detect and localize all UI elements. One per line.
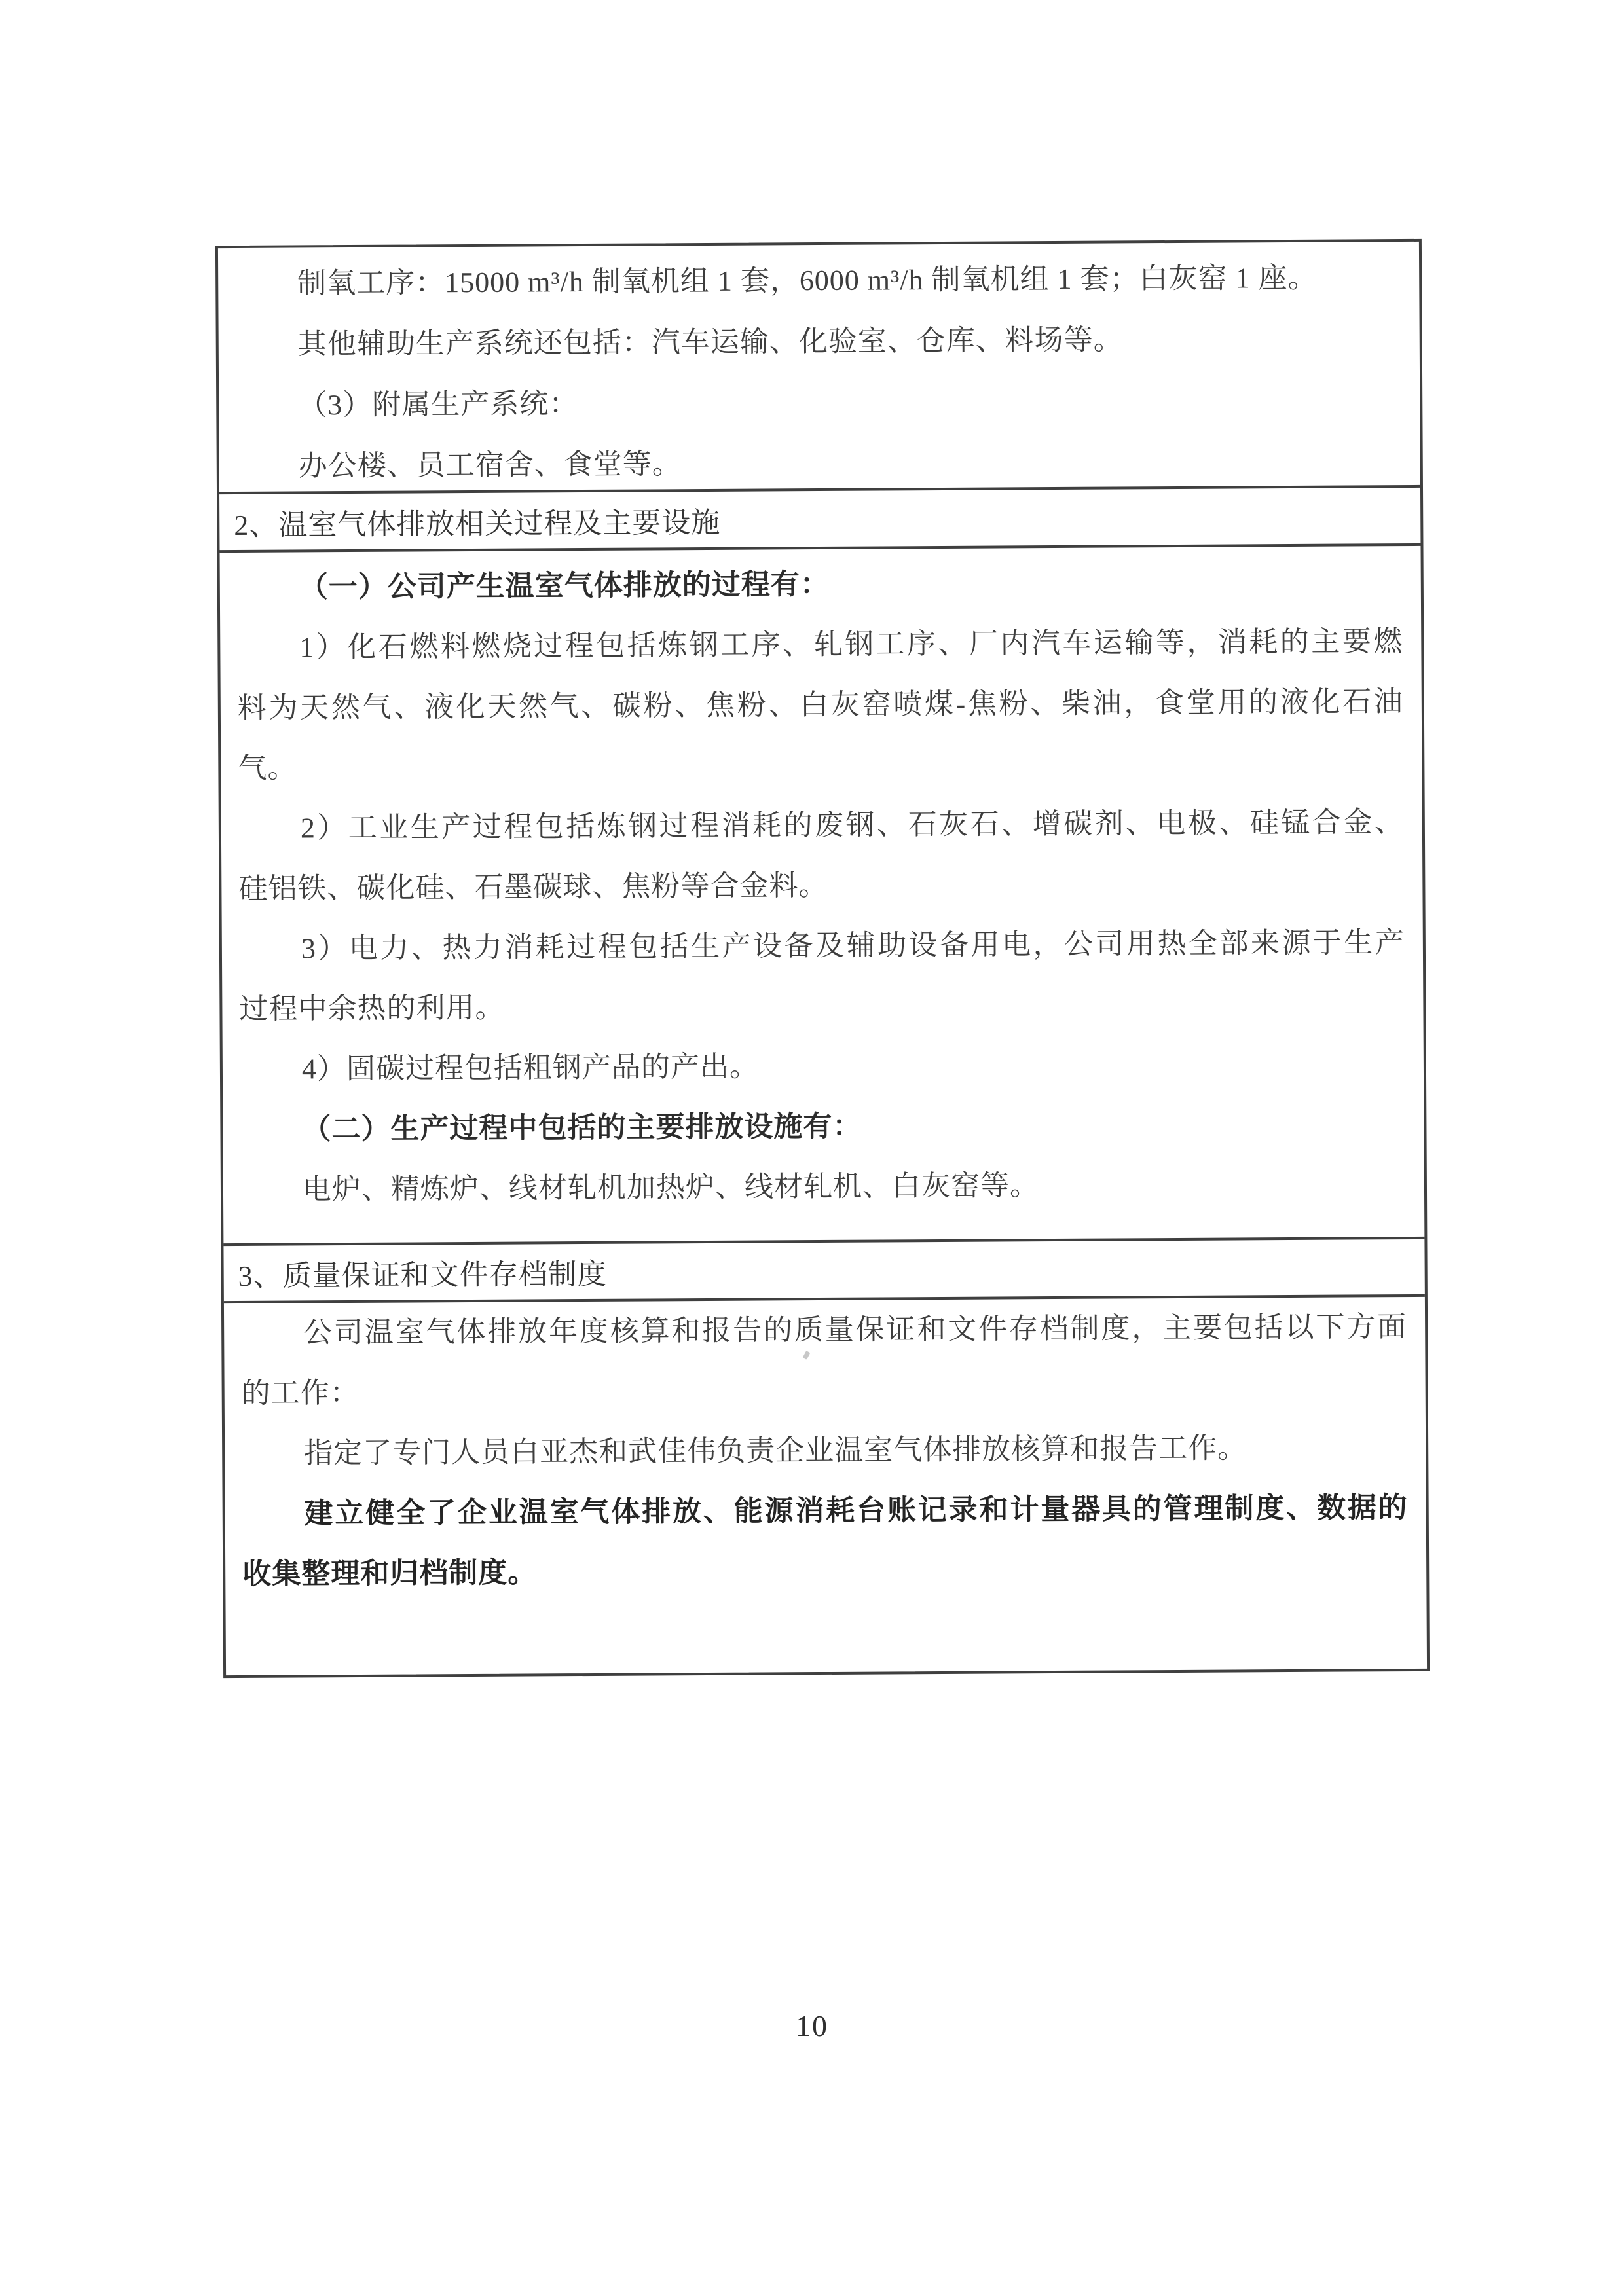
text-line: 电炉、精炼炉、线材轧机加热炉、线材轧机、白灰窑等。 [302, 1169, 1040, 1206]
text-line: 公司温室气体排放年度核算和报告的质量保证和文件存档制度，主要包括以下方面 [303, 1311, 1407, 1349]
text-line: （3）附属生产系统： [298, 388, 579, 422]
text-line: 办公楼、员工宿舍、食堂等。 [298, 448, 682, 483]
text-line: 2）工业生产过程包括炼钢过程消耗的废钢、石灰石、增碳剂、电极、硅锰合金、 [300, 806, 1404, 845]
text-line: 1）化石燃料燃烧过程包括炼钢工序、轧钢工序、厂内汽车运输等，消耗的主要燃 [299, 625, 1403, 664]
text-line: 的工作： [241, 1376, 360, 1410]
text-line: 指定了专门人员白亚杰和武佳伟负责企业温室气体排放核算和报告工作。 [304, 1432, 1247, 1470]
text-line: （一）公司产生温室气体排放的过程有： [299, 568, 830, 604]
section2-title: 2、温室气体排放相关过程及主要设施 [234, 506, 721, 541]
text-line: 其他辅助生产系统还包括：汽车运输、化验室、仓库、料场等。 [297, 323, 1123, 361]
text-line: 料为天然气、液化天然气、碳粉、焦粉、白灰窑喷煤-焦粉、柴油，食堂用的液化石油 [237, 685, 1403, 724]
text-line: 气。 [238, 752, 297, 784]
section2-content-cell [220, 546, 1425, 1243]
text-line: 硅铝铁、碳化硅、石墨碳球、焦粉等合金料。 [238, 869, 828, 905]
aux-production-cell [218, 242, 1420, 492]
text-line: 制氧工序：15000 m³/h 制氧机组 1 套，6000 m³/h 制氧机组 1 套；白灰窑 1 座。 [297, 261, 1318, 300]
text-line: 建立健全了企业温室气体排放、能源消耗台账记录和计量器具的管理制度、数据的 [304, 1491, 1408, 1530]
text-line: 3）电力、热力消耗过程包括生产设备及辅助设备用电，公司用热全部来源于生产 [301, 926, 1405, 965]
section3-content-cell [224, 1297, 1427, 1675]
text-line: （二）生产过程中包括的主要排放设施有： [302, 1110, 862, 1146]
text-line: 收集整理和归档制度。 [242, 1556, 538, 1590]
text-line: 4）固碳过程包括粗钢产品的产出。 [301, 1050, 760, 1085]
section3-header-row [223, 1237, 1424, 1303]
page-number: 10 [796, 2009, 828, 2043]
text-line: 过程中余热的利用。 [239, 991, 505, 1025]
section3-title: 3、质量保证和文件存档制度 [238, 1258, 607, 1292]
report-table [215, 239, 1430, 1678]
